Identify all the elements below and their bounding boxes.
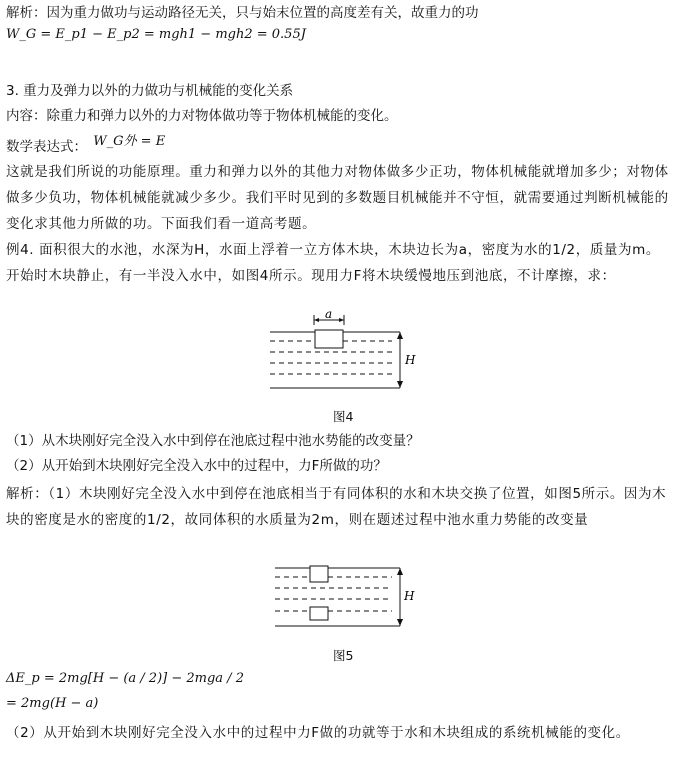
figure-5-label-h: H [404, 589, 415, 603]
question-2: （2）从开始到木块刚好完全没入水中的过程中，力F所做的功？ [6, 458, 387, 474]
figure-5-diagram [275, 560, 420, 635]
solution-text: 解析：（1）木块刚好完全没入水中到停在池底相当于有同体积的水和木块交换了位置，如图5所示。因为木块的密度是水的密度的1/2，故同体积的水质量为2m，则在题述过程中池水重力势能的改变量 [6, 486, 667, 528]
gravity-work-formula-text: W_G = E_p1 − E_p2 = mgh1 − mgh2 = 0.55J [6, 27, 306, 42]
figure-4-label-h: H [405, 353, 416, 367]
question-1: （1）从木块刚好完全没入水中到停在池底过程中池水势能的改变量？ [6, 433, 420, 449]
math-expression-formula: W_G外 = E [93, 134, 166, 149]
section-3-content: 内容：除重力和弹力以外的力对物体做功等于物体机械能的变化。 [6, 108, 398, 124]
figure-4-diagram [270, 310, 420, 395]
math-expression-label: 数学表达式： [6, 139, 87, 155]
final-text: （2）从开始到木块刚好完全没入水中的过程中力F做的功就等于水和木块组成的系统机械能的变化。 [6, 725, 630, 741]
gravity-work-formula [6, 26, 306, 44]
section-3-heading: 3. 重力及弹力以外的力做功与机械能的变化关系 [6, 83, 294, 99]
principle-paragraph: 这就是我们所说的功能原理。重力和弹力以外的其他力对物体做多少正功，物体机械能就增加多少；对物体做多少负功，物体机械能就减少多少。我们平时见到的多数题目机械能并不守恒，就需要通过判断机械能的变化求其他力所做的功。下面我们看一道高考题。 [6, 164, 669, 232]
potential-change-result: = 2mg(H − a) [6, 696, 99, 711]
example-4-text: 例4. 面积很大的水池，水深为H，水面上浮着一立方体木块，木块边长为a，密度为水的1/2，质量为m。开始时木块静止，有一半没入水中，如图4所示。现用力F将木块缓慢地压到池底，不计摩擦，求： [6, 242, 660, 284]
math-expression-row [6, 134, 166, 157]
analysis-text: 解析：因为重力做功与运动路径无关，只与始末位置的高度差有关，故重力的功 [6, 5, 479, 21]
figure-4-label-a: a [325, 310, 333, 321]
figure-4-caption: 图4 [333, 409, 354, 424]
figure-5-caption: 图5 [333, 648, 354, 663]
potential-change-formula: ΔE_p = 2mg[H − (a / 2)] − 2mga / 2 [6, 671, 244, 686]
